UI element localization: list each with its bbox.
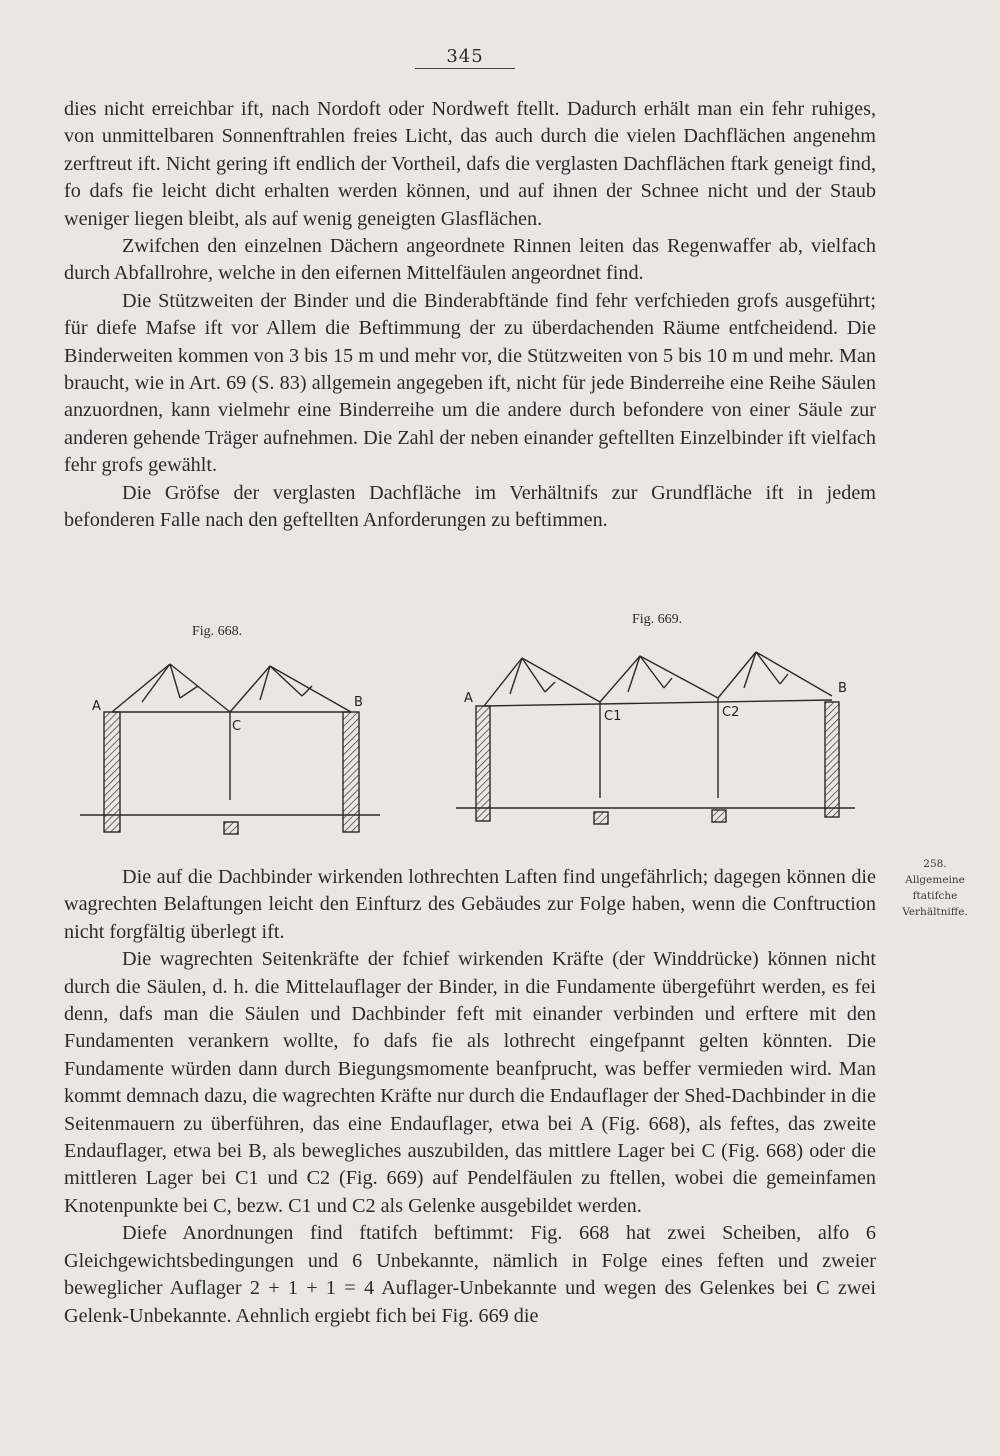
- margin-note-number: 258.: [923, 858, 947, 870]
- paragraph: Die Stützweiten der Binder und die Binderabftände find fehr verfchieden grofs ausgeführt; für diefe Mafse ift vor Allem die Beftimmung der zu überdachenden Räume entfcheidend. Die Binderweiten kommen von 3 bis 15 m und mehr vor, die Stützweiten von 5 bis 10 m und mehr. Man braucht, wie in Art. 69 (S. 83) allgemein angegeben ift, nicht für jede Binderreihe eine Reihe Säulen anzuordnen, kann vielmehr eine Binderreihe um die andere durch befondere von einer Säule zur anderen gehende Träger aufnehmen. Die Zahl der neben einander geftellten Einzelbinder ift vielfach fehr grofs gewählt.: [64, 289, 876, 477]
- column-footing: [224, 822, 238, 834]
- paragraph: Die wagrechten Seitenkräfte der fchief wirkenden Kräfte (der Winddrücke) können nicht durch die Säulen, d. h. die Mittelauflager der Binder, in die Fundamente übergeführt werden, es fei denn, dafs man die Säulen und Dachbinder feft mit einander verbinden und erftere mit den Fundamenten verankern wollte, fo dafs fie als lothrecht eingefpannt gelten könnten. Die Fundamente würden dann durch Biegungsmomente beanfprucht, was beffer vermieden wird. Man kommt demnach dazu, die wagrechten Kräfte nur durch die Endauflager der Shed-Dachbinder in die Seitenmauern zu überführen, das eine Endauflager, etwa bei A (Fig. 668), als feftes, das zweite Endauflager, etwa bei B, als bewegliches auszubilden, das mittlere Lager bei C (Fig. 668) oder die mittleren Lager bei C1 und C2 (Fig. 669) auf Pendelfäulen zu ftellen, wobei die gemeinfamen Knotenpunkte bei C, bezw. C1 und C2 als Gelenke ausgebildet werden.: [64, 948, 876, 1217]
- node-c1-label: C1: [604, 709, 622, 724]
- figure-668-diagram: [80, 650, 390, 850]
- text-block-top: [64, 96, 876, 535]
- paragraph: dies nicht erreichbar ift, nach Nordoft oder Nordweft ftellt. Dadurch erhält man ein fehr ruhiges, von unmittelbaren Sonnenftrahlen freies Licht, das auch durch die vielen Dachflächen angenehm zerftreut ift. Nicht gering ift endlich der Vortheil, dafs die verglasten Dachflächen ftark geneigt find, fo dafs fie leicht dicht erhalten werden können, und auf ihnen der Schnee nicht und der Staub weniger liegen bleibt, als auf wenig geneigten Glasflächen.: [64, 98, 876, 230]
- node-a-label: A: [464, 691, 473, 706]
- paragraph: Diefe Anordnungen find ftatifch beftimmt: Fig. 668 hat zwei Scheiben, alfo 6 Gleichgewichtsbedingungen und 6 Unbekannte, nämlich in Folge eines feften und zweier beweglicher Auflager 2 + 1 + 1 = 4 Auflager-Unbekannte und wegen des Gelenkes bei C zwei Gelenk-Unbekannte. Aehnlich ergiebt fich bei Fig. 669 die: [64, 1222, 876, 1327]
- node-b-label: B: [838, 681, 847, 696]
- figure-669-diagram: [450, 640, 870, 840]
- node-c2-label: C2: [722, 705, 740, 720]
- margin-note-line: ftatifche: [912, 890, 958, 902]
- page-number: 345: [446, 46, 484, 67]
- page-number-rule: [415, 68, 515, 69]
- margin-note-line: Allgemeine: [905, 874, 965, 886]
- paragraph: Die Gröfse der verglasten Dachfläche im Verhältnifs zur Grundfläche ift in jedem befonderen Falle nach den geftellten Anforderungen zu beftimmen.: [64, 481, 876, 532]
- left-wall: [104, 712, 120, 832]
- right-wall: [825, 702, 839, 817]
- column-footing: [712, 810, 726, 822]
- paragraph: Die auf die Dachbinder wirkenden lothrechten Laften find ungefährlich; dagegen können die wagrechten Belaftungen leicht den Einfturz des Gebäudes zur Folge haben, wenn die Conftruction nicht forgfältig überlegt ift.: [64, 866, 876, 943]
- node-a-label: A: [92, 699, 101, 714]
- text-block-bottom: [64, 864, 876, 1330]
- figure-668-label: Fig. 668.: [192, 624, 243, 639]
- margin-note-line: Verhältniffe.: [902, 906, 968, 918]
- column-footing: [594, 812, 608, 824]
- paragraph: Zwifchen den einzelnen Dächern angeordnete Rinnen leiten das Regenwaffer ab, vielfach durch Abfallrohre, welche in den eifernen Mittelfäulen angeordnet find.: [64, 235, 876, 285]
- left-wall: [476, 706, 490, 821]
- node-c-label: C: [232, 719, 242, 734]
- right-wall: [343, 712, 359, 832]
- node-b-label: B: [354, 695, 363, 710]
- figure-669-label: Fig. 669.: [632, 612, 683, 627]
- margin-note: [880, 856, 990, 920]
